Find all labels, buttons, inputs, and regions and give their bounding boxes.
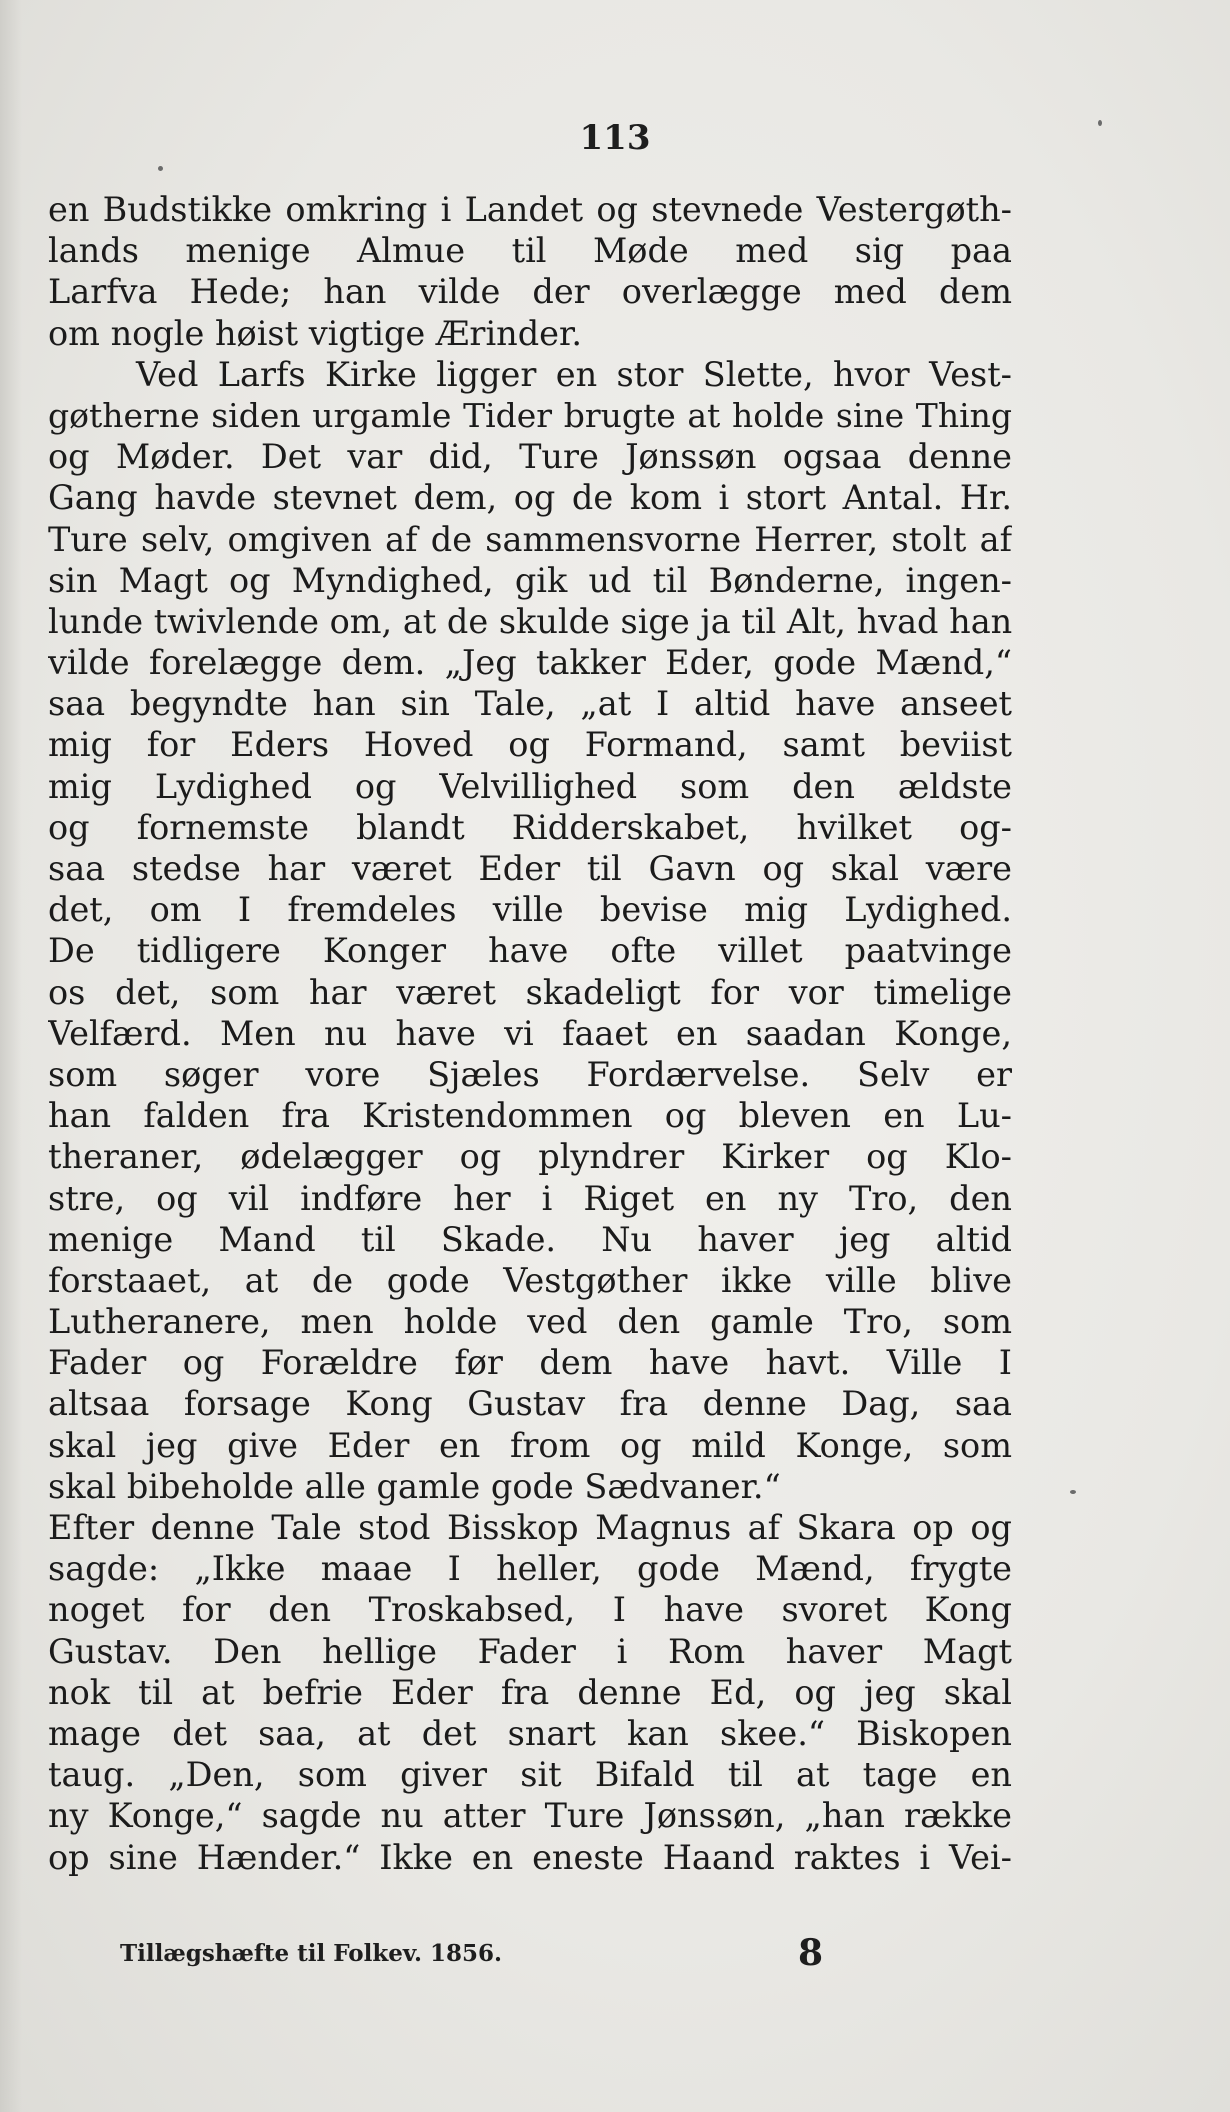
text-line: Ture selv, omgiven af de sammensvorne Herrer, stolt af — [48, 519, 1012, 559]
text-line: det, om I fremdeles ville bevise mig Lydighed. — [48, 890, 1012, 930]
text-line: saa stedse har været Eder til Gavn og skal være — [48, 849, 1012, 888]
text-line: sagde: „Ikke maae I heller, gode Mænd, frygte — [48, 1549, 1012, 1589]
signature-mark: 8 — [798, 1932, 824, 1974]
text-line: Lutheranere, men holde ved den gamle Tro, som — [48, 1302, 1012, 1342]
text-line: Fader og Forældre før dem have havt. Ville I — [48, 1343, 1012, 1383]
text-line: og fornemste blandt Ridderskabet, hvilket og- — [48, 807, 1012, 847]
text-line: mig for Eders Hoved og Formand, samt beviist — [48, 725, 1012, 765]
text-line: saa begyndte han sin Tale, „at I altid have anseet — [48, 684, 1012, 724]
text-line: en Budstikke omkring i Landet og stevnede Vestergøth- — [48, 190, 1012, 229]
text-line: han falden fra Kristendommen og bleven en Lu- — [48, 1096, 1012, 1136]
text-line: og Møder. Det var did, Ture Jønssøn ogsaa denne — [48, 437, 1012, 477]
text-line: Ved Larfs Kirke ligger en stor Slette, hvor Vest- — [136, 354, 1012, 394]
text-line: Velfærd. Men nu have vi faaet en saadan Konge, — [48, 1013, 1012, 1053]
paper-speck — [158, 166, 163, 171]
text-line: altsaa forsage Kong Gustav fra denne Dag, saa — [48, 1384, 1012, 1424]
text-line: om nogle høist vigtige Ærinder. — [48, 313, 582, 353]
text-line: stre, og vil indføre her i Riget en ny Tro, den — [48, 1178, 1012, 1218]
page-edge-shadow — [0, 0, 22, 2112]
text-line: os det, som har været skadeligt for vor timelige — [48, 972, 1012, 1012]
page-number: 113 — [579, 118, 651, 158]
text-line: forstaaet, at de gode Vestgøther ikke ville blive — [48, 1260, 1012, 1300]
text-line: skal jeg give Eder en from og mild Konge, som — [48, 1425, 1012, 1465]
text-line: ny Konge,“ sagde nu atter Ture Jønssøn, „han række — [48, 1796, 1012, 1836]
text-line: Gang havde stevnet dem, og de kom i stort Antal. Hr. — [48, 478, 1012, 518]
text-line: lands menige Almue til Møde med sig paa — [48, 231, 1012, 271]
text-line: theraner, ødelægger og plyndrer Kirker og Klo- — [48, 1137, 1012, 1177]
footer-title: Tillægshæfte til Folkev. 1856. — [120, 1940, 503, 1967]
text-line: Efter denne Tale stod Bisskop Magnus af Skara op og — [48, 1508, 1012, 1547]
text-line: lunde twivlende om, at de skulde sige ja til Alt, hvad han — [48, 601, 1012, 641]
text-line: mig Lydighed og Velvillighed som den ældste — [48, 766, 1012, 806]
text-line: nok til at befrie Eder fra denne Ed, og jeg skal — [48, 1672, 1012, 1712]
text-line: skal bibeholde alle gamle gode Sædvaner.“ — [48, 1466, 781, 1506]
text-line: De tidligere Konger have ofte villet paatvinge — [48, 931, 1012, 971]
text-line: op sine Hænder.“ Ikke en eneste Haand raktes i Vei- — [48, 1837, 1012, 1877]
paper-speck — [1070, 1490, 1076, 1494]
text-line: vilde forelægge dem. „Jeg takker Eder, gode Mænd,“ — [48, 643, 1012, 683]
text-line: Gustav. Den hellige Fader i Rom haver Magt — [48, 1631, 1012, 1671]
text-line: sin Magt og Myndighed, gik ud til Bønderne, ingen- — [48, 560, 1012, 600]
paper-speck — [1098, 120, 1102, 126]
text-line: som søger vore Sjæles Fordærvelse. Selv er — [48, 1054, 1012, 1094]
body-text — [48, 189, 1012, 1878]
text-line: noget for den Troskabsed, I have svoret Kong — [48, 1590, 1012, 1630]
text-line: mage det saa, at det snart kan skee.“ Biskopen — [48, 1713, 1012, 1753]
text-line: menige Mand til Skade. Nu haver jeg altid — [48, 1219, 1012, 1259]
text-line: Larfva Hede; han vilde der overlægge med dem — [48, 272, 1012, 312]
text-line: taug. „Den, som giver sit Bifald til at tage en — [48, 1755, 1012, 1795]
text-line: gøtherne siden urgamle Tider brugte at holde sine Thing — [48, 395, 1012, 435]
